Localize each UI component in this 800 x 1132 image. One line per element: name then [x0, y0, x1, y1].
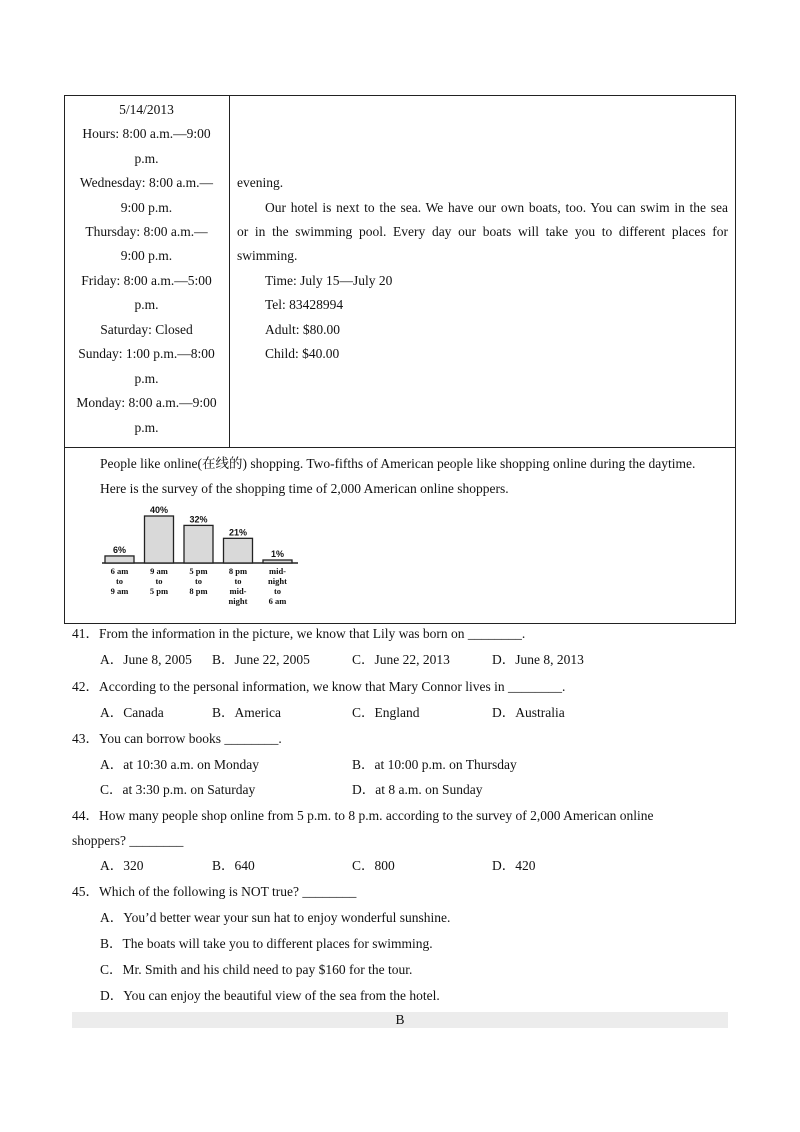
schedule-date: 5/14/2013: [119, 102, 174, 117]
chart-category-label: 8 pm: [228, 566, 248, 576]
question-45-option-d[interactable]: D．You can enjoy the beautiful view of the sea from the hotel.: [100, 988, 440, 1003]
question-42-option-c[interactable]: C．England: [352, 705, 420, 720]
chart-bar: [145, 516, 174, 563]
question-42-option-a[interactable]: A．Canada: [100, 705, 164, 720]
question-45-option-c[interactable]: C．Mr. Smith and his child need to pay $160 for the tour.: [100, 962, 413, 977]
survey-text: Here is the survey of the shopping time of 2,000 American online shoppers.: [100, 481, 509, 496]
table-divider-vertical: [229, 95, 230, 447]
chart-category-label: to: [234, 576, 242, 586]
question-44-option-a[interactable]: A．320: [100, 858, 144, 873]
tour-paragraph: Our hotel is next to the sea. We have our own boats, too. You can swim in the sea: [265, 200, 728, 215]
question-41-option-b[interactable]: B．June 22, 2005: [212, 652, 310, 667]
tour-adult-price: Adult: $80.00: [265, 322, 341, 337]
schedule-line: Wednesday: 8:00 a.m.—: [79, 175, 214, 190]
schedule-line: Monday: 8:00 a.m.—9:00: [76, 395, 217, 410]
schedule-line: Friday: 8:00 a.m.—5:00: [81, 273, 212, 288]
question-42-stem: 42．According to the personal information, we know that Mary Connor lives in ________.: [72, 679, 566, 694]
chart-category-label: 8 pm: [189, 586, 208, 596]
tour-paragraph: or in the swimming pool. Every day our boats will take you to different places for: [237, 224, 728, 239]
question-43-option-c[interactable]: C．at 3:30 p.m. on Saturday: [100, 782, 256, 797]
question-43-stem: 43．You can borrow books ________.: [72, 731, 282, 746]
chart-category-label: to: [115, 576, 124, 586]
question-42-option-b[interactable]: B．America: [212, 705, 281, 720]
chart-bar: [184, 525, 213, 563]
question-44-stem-continued: shoppers? ________: [72, 833, 184, 848]
chart-category-label: 5 pm: [149, 586, 169, 596]
survey-text: People like online(在线的) shopping. Two-fifths of American people like shopping online during the daytime.: [100, 456, 696, 471]
chart-bar: [105, 556, 134, 563]
chart-category-label: to: [155, 576, 163, 586]
tour-paragraph: swimming.: [237, 248, 298, 263]
tour-child-price: Child: $40.00: [265, 346, 340, 361]
chart-bar: [263, 560, 292, 563]
chart-category-label: 9 am: [150, 566, 168, 576]
question-45-stem: 45．Which of the following is NOT true? ________: [72, 884, 357, 899]
schedule-line: p.m.: [134, 371, 159, 386]
question-44-stem: 44．How many people shop online from 5 p.m. to 8 p.m. according to the survey of 2,000 American online: [72, 808, 654, 823]
tour-tel: Tel: 83428994: [265, 297, 344, 312]
question-44-option-c[interactable]: C．800: [352, 858, 395, 873]
question-43-option-b[interactable]: B．at 10:00 p.m. on Thursday: [352, 757, 517, 772]
section-label-b: B: [72, 1012, 728, 1028]
tour-text: evening.: [237, 175, 284, 190]
table-divider-horizontal: [64, 447, 736, 448]
chart-bar: [224, 538, 253, 563]
schedule-line: p.m.: [134, 297, 159, 312]
schedule-line: p.m.: [134, 151, 159, 166]
question-43-option-d[interactable]: D．at 8 a.m. on Sunday: [352, 782, 483, 797]
chart-category-label: 9 am: [110, 586, 129, 596]
question-41-option-d[interactable]: D．June 8, 2013: [492, 652, 584, 667]
chart-category-label: 5 pm: [189, 566, 208, 576]
chart-category-label: to: [194, 576, 203, 586]
schedule-line: 9:00 p.m.: [120, 200, 173, 215]
question-45-option-b[interactable]: B．The boats will take you to different places for swimming.: [100, 936, 433, 951]
chart-category-label: mid-: [269, 566, 286, 576]
schedule-line: 9:00 p.m.: [120, 248, 173, 263]
tour-time: Time: July 15—July 20: [265, 273, 393, 288]
question-41-stem: 41．From the information in the picture, we know that Lily was born on ________.: [72, 626, 526, 641]
question-45-option-a[interactable]: A．You’d better wear your sun hat to enjoy wonderful sunshine.: [100, 910, 451, 925]
question-41-option-c[interactable]: C．June 22, 2013: [352, 652, 450, 667]
chart-category-label: 6 am: [110, 566, 129, 576]
chart-category-label: night: [228, 596, 248, 606]
chart-category-label: mid-: [229, 586, 247, 596]
chart-value-label: 6%: [112, 544, 127, 555]
shopping-time-bar-chart: [100, 505, 310, 615]
chart-value-label: 40%: [149, 505, 169, 515]
schedule-line: Thursday: 8:00 a.m.—: [85, 224, 208, 239]
chart-value-label: 32%: [189, 514, 208, 525]
chart-value-label: 21%: [228, 527, 248, 538]
schedule-line: Sunday: 1:00 p.m.—8:00: [78, 346, 215, 361]
question-41-option-a[interactable]: A．June 8, 2005: [100, 652, 192, 667]
schedule-line: p.m.: [134, 420, 159, 435]
question-43-option-a[interactable]: A．at 10:30 a.m. on Monday: [100, 757, 259, 772]
chart-category-label: 6 am: [268, 596, 287, 606]
question-42-option-d[interactable]: D．Australia: [492, 705, 565, 720]
question-44-option-d[interactable]: D．420: [492, 858, 536, 873]
chart-category-label: to: [273, 586, 282, 596]
chart-value-label: 1%: [270, 549, 285, 559]
question-44-option-b[interactable]: B．640: [212, 858, 255, 873]
chart-category-label: night: [268, 576, 287, 586]
schedule-line: Saturday: Closed: [100, 322, 193, 337]
schedule-line: Hours: 8:00 a.m.—9:00: [82, 126, 211, 141]
